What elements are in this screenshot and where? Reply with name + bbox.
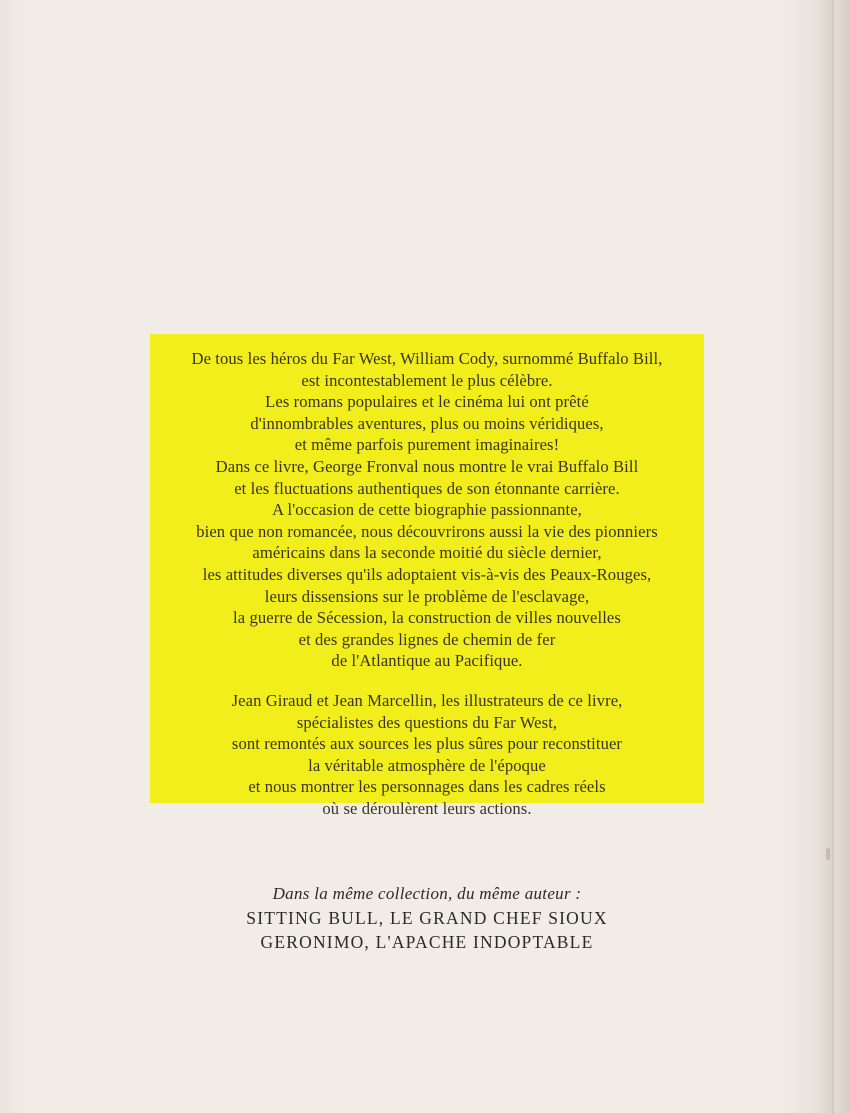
collection-list (150, 882, 704, 954)
synopsis-line: de l'Atlantique au Pacifique. (331, 651, 523, 671)
synopsis-line: américains dans la seconde moitié du siècle dernier, (252, 543, 602, 563)
synopsis-line: et des grandes lignes de chemin de fer (298, 629, 556, 649)
synopsis-line: où se déroulèrent leurs actions. (322, 798, 532, 818)
synopsis-line: d'innombrables aventures, plus ou moins véridiques, (250, 413, 604, 433)
synopsis-text (150, 348, 704, 819)
synopsis-line: sont remontés aux sources les plus sûres pour reconstituer (231, 734, 623, 754)
collection-title: GERONIMO, L'APACHE INDOPTABLE (260, 932, 594, 952)
collection-title: SITTING BULL, LE GRAND CHEF SIOUX (246, 908, 608, 928)
synopsis-line: leurs dissensions sur le problème de l'esclavage, (264, 586, 590, 606)
collection-intro: Dans la même collection, du même auteur : (272, 884, 582, 903)
synopsis-box (150, 334, 704, 818)
synopsis-line: Jean Giraud et Jean Marcellin, les illustrateurs de ce livre, (231, 690, 623, 710)
cover-side-strip (834, 0, 850, 1113)
synopsis-line: bien que non romancée, nous découvrirons aussi la vie des pionniers (196, 521, 658, 541)
synopsis-line: et les fluctuations authentiques de son étonnante carrière. (234, 478, 620, 498)
synopsis-line: les attitudes diverses qu'ils adoptaient vis-à-vis des Peaux-Rouges, (202, 564, 652, 584)
synopsis-line: est incontestablement le plus célèbre. (301, 370, 553, 390)
synopsis-line: Dans ce livre, George Fronval nous montre le vrai Buffalo Bill (215, 456, 639, 476)
synopsis-line: la véritable atmosphère de l'époque (308, 755, 546, 775)
synopsis-line: et même parfois purement imaginaires! (294, 435, 560, 455)
synopsis-paragraph-2 (150, 690, 704, 820)
synopsis-line: et nous montrer les personnages dans les cadres réels (248, 777, 606, 797)
synopsis-line: A l'occasion de cette biographie passionnante, (272, 500, 582, 520)
synopsis-paragraph-1 (150, 348, 704, 672)
paper-speck (826, 848, 830, 860)
synopsis-line: spécialistes des questions du Far West, (296, 712, 558, 732)
synopsis-line: Les romans populaires et le cinéma lui ont prêté (265, 392, 589, 412)
synopsis-line: De tous les héros du Far West, William Cody, surnommé Buffalo Bill, (191, 349, 663, 368)
synopsis-line: la guerre de Sécession, la construction de villes nouvelles (233, 608, 621, 628)
